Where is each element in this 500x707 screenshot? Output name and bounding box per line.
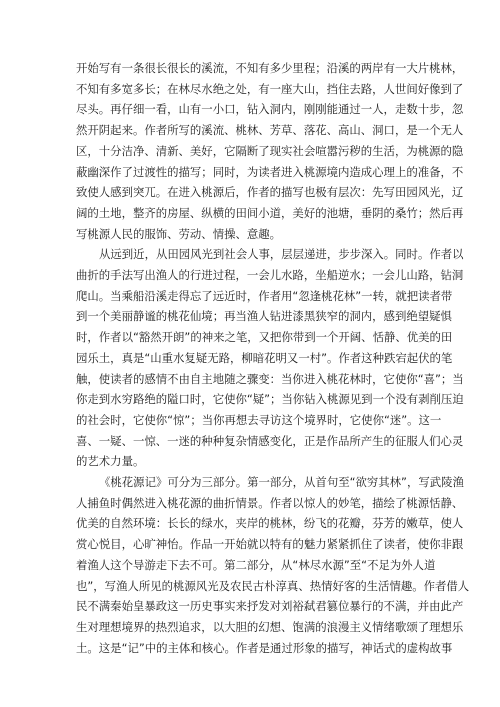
text-line: 触，使读者的感情不由自主地随之骤变：当你进入桃花林时，它使你“喜”；当 xyxy=(76,371,464,386)
text-line: 区，十分洁净、清新、美好，它隔断了现实社会喧嚣污秽的生活，为桃源的隐 xyxy=(76,143,464,158)
text-line: 爬山。当乘船沿溪走得忘了远近时，作者用“忽逢桃花林”一转，就把读者带 xyxy=(76,288,453,303)
text-line: 《桃花源记》可分为三部分。第一部分，从首句至“欲穷其林”，写武陵渔 xyxy=(99,475,464,490)
text-line: 写桃源人民的服饰、劳动、情操、意趣。 xyxy=(76,226,282,241)
text-line: 民不满秦始皇暴政这一历史事实来抒发对刘裕弑君篡位暴行的不满，并由此产 xyxy=(76,599,464,614)
text-line: 着渔人这个导游走下去不可。第二部分，从“林尽水源”至“不足为外人道 xyxy=(76,557,436,572)
text-line: 蔽幽深作了过渡性的描写；同时，为读者进入桃源境内造成心理上的准备，不 xyxy=(76,164,464,179)
text-line: 优美的自然环境：长长的绿水，夹岸的桃林，纷飞的花瓣，芬芳的嫩草，使人 xyxy=(76,516,464,531)
text-line: 园乐土，真是“山重水复疑无路，柳暗花明又一村”。作者这种跌宕起伏的笔 xyxy=(76,350,453,365)
text-line: 赏心悦目，心旷神怡。作品一开始就以特有的魅力紧紧抓住了读者，使你非跟 xyxy=(76,537,464,552)
text-line: 土。这是“记”中的主体和核心。作者是通过形象的描写，神话式的虚构故事 xyxy=(76,640,453,655)
text-line: 时，作者以“豁然开朗”的神来之笔，又把你带到一个开阔、恬静、优美的田 xyxy=(76,330,453,345)
text-line: 的社会时，它使你“惊”；当你再想去寻访这个境界时，它使你“迷”。这一 xyxy=(76,412,442,427)
paragraph-3 xyxy=(76,472,470,658)
text-line: 致使人感到突兀。在进入桃源后，作者的描写也极有层次：先写田园风光，辽 xyxy=(76,185,464,200)
text-line: 到一个美丽静谧的桃花仙境；再当渔人钻进漆黑狭窄的洞内，感到绝望疑惧 xyxy=(76,309,452,324)
text-line: 尽头。再仔细一看，山有一小口，钻入洞内，刚刚能通过一人，走数十步，忽 xyxy=(76,102,464,117)
text-line: 生对理想境界的热烈追求，以大胆的幻想、饱满的浪漫主义情绪歌颂了理想乐 xyxy=(76,619,464,634)
text-line: 然开阴起来。作者所写的溪流、桃林、芳草、落花、高山、洞口，是一个无人 xyxy=(76,123,464,138)
text-line: 你走到水穷路绝的隘口时，它使你“疑”；当你钻入桃源见到一个没有剥削压迫 xyxy=(76,392,464,407)
text-line: 开始写有一条很长很长的溪流，不知有多少里程；沿溪的两岸有一大片桃林， xyxy=(76,61,464,75)
text-line: 阔的土地，整齐的房屋、纵横的田间小道，美好的池塘，垂阴的桑竹；然后再 xyxy=(76,205,464,220)
paragraph-2 xyxy=(76,244,464,472)
paragraph-1 xyxy=(76,58,464,244)
text-line: 喜、一疑、一惊、一迷的种种复杂情感变化，正是作品所产生的征服人们心灵 xyxy=(76,433,464,448)
text-line: 从远到近，从田园风光到社会人事，层层递进，步步深入。同时。作者以 xyxy=(99,247,464,262)
text-line: 人捕鱼时偶然进入桃花源的曲折情景。作者以惊人的妙笔，描绘了桃源恬静、 xyxy=(76,495,464,510)
text-line: 也”，写渔人所见的桃源风光及农民古朴淳真、热情好客的生活情趣。作者借人 xyxy=(76,578,470,593)
text-line: 曲折的手法写出渔人的行进过程，一会儿水路，坐船逆水；一会儿山路，钻洞 xyxy=(76,268,464,283)
document-page xyxy=(76,58,470,658)
text-line: 的艺术力量。 xyxy=(76,454,145,469)
text-line: 不知有多宽多长；在林尽水绝之处，有一座大山，挡住去路，人世间好像到了 xyxy=(76,81,464,96)
